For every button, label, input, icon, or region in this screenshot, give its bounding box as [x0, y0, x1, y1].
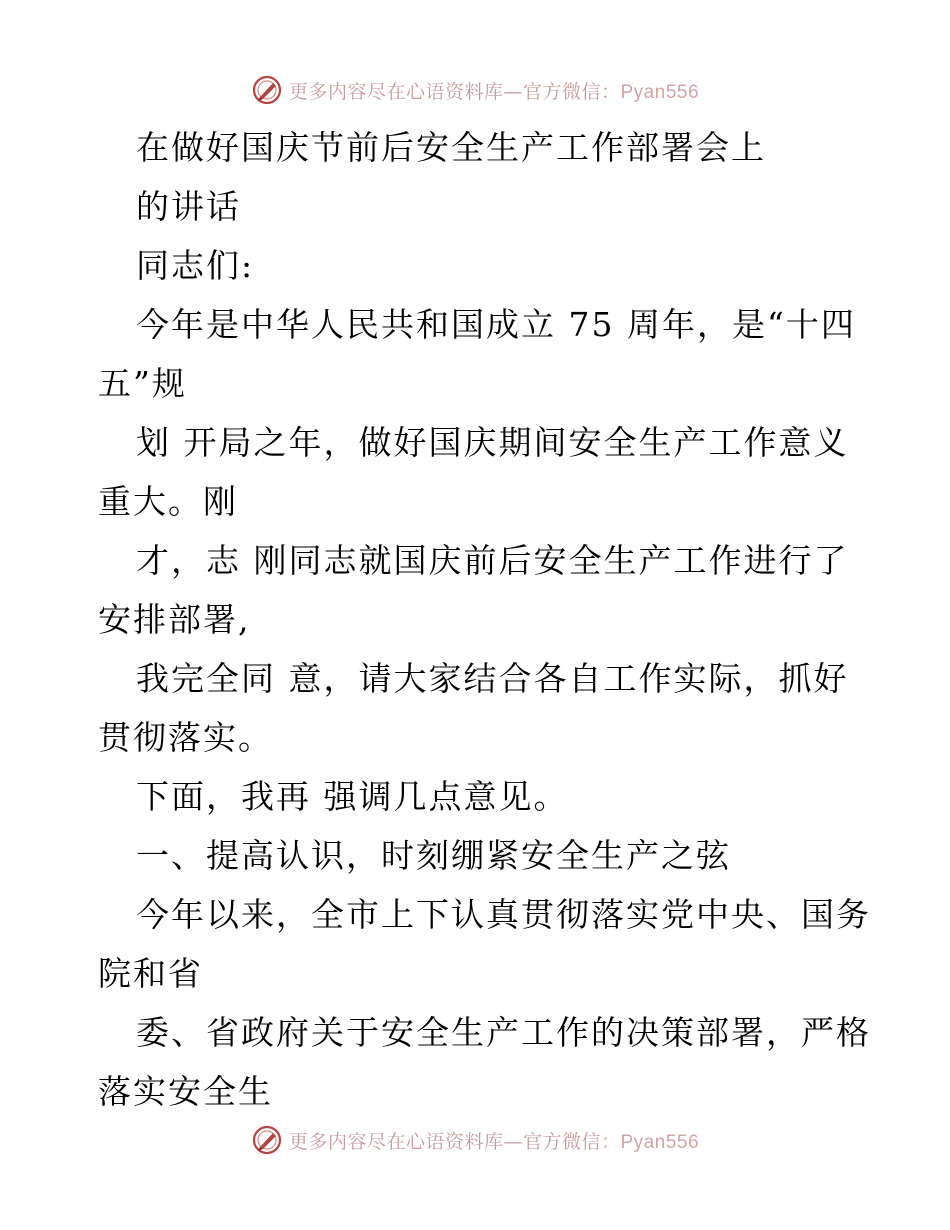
text-line: 同志们: [136, 246, 255, 285]
text-line: 才，志 刚同志就国庆前后安全生产工作进行了 [136, 541, 849, 580]
watermark-label: 更多内容尽在心语资料库—官方微信： [288, 80, 621, 103]
header-watermark [0, 70, 950, 110]
watermark-account: Pyan556 [620, 81, 700, 103]
text-line: 在做好国庆节前后安全生产工作部署会上 [136, 128, 766, 167]
text-line: 今年是中华人民共和国成立 75 周年，是“十四 [136, 305, 856, 344]
text-line: 我完全同 意，请大家结合各自工作实际，抓好 [136, 659, 849, 698]
text-line: 划 开局之年，做好国庆期间安全生产工作意义 [136, 423, 849, 462]
text-line: 院和省 [98, 954, 203, 993]
watermark-group [251, 74, 699, 106]
text-line: 重大。刚 [98, 482, 238, 521]
text-line: 一、提高认识，时刻绷紧安全生产之弦 [136, 836, 731, 875]
text-line: 今年以来，全市上下认真贯彻落实党中央、国务 [136, 895, 871, 934]
footer-watermark [0, 1120, 950, 1160]
text-line: 安排部署, [98, 600, 251, 639]
watermark-account: Pyan556 [620, 1131, 700, 1153]
watermark-group [251, 1124, 699, 1156]
watermark-label: 更多内容尽在心语资料库—官方微信： [288, 1130, 621, 1153]
text-line: 五”规 [98, 364, 187, 403]
text-line: 落实安全生 [98, 1072, 273, 1111]
text-line: 的讲话 [136, 187, 241, 226]
pen-logo-icon [251, 1124, 283, 1156]
pen-logo-icon [251, 74, 283, 106]
text-line: 贯彻落实。 [98, 718, 273, 757]
watermark-text [289, 77, 699, 104]
text-line: 委、省政府关于安全生产工作的决策部署，严格 [136, 1013, 871, 1052]
text-line: 下面，我再 强调几点意见。 [136, 777, 569, 816]
document-body [98, 118, 871, 1121]
watermark-text [289, 1127, 699, 1154]
